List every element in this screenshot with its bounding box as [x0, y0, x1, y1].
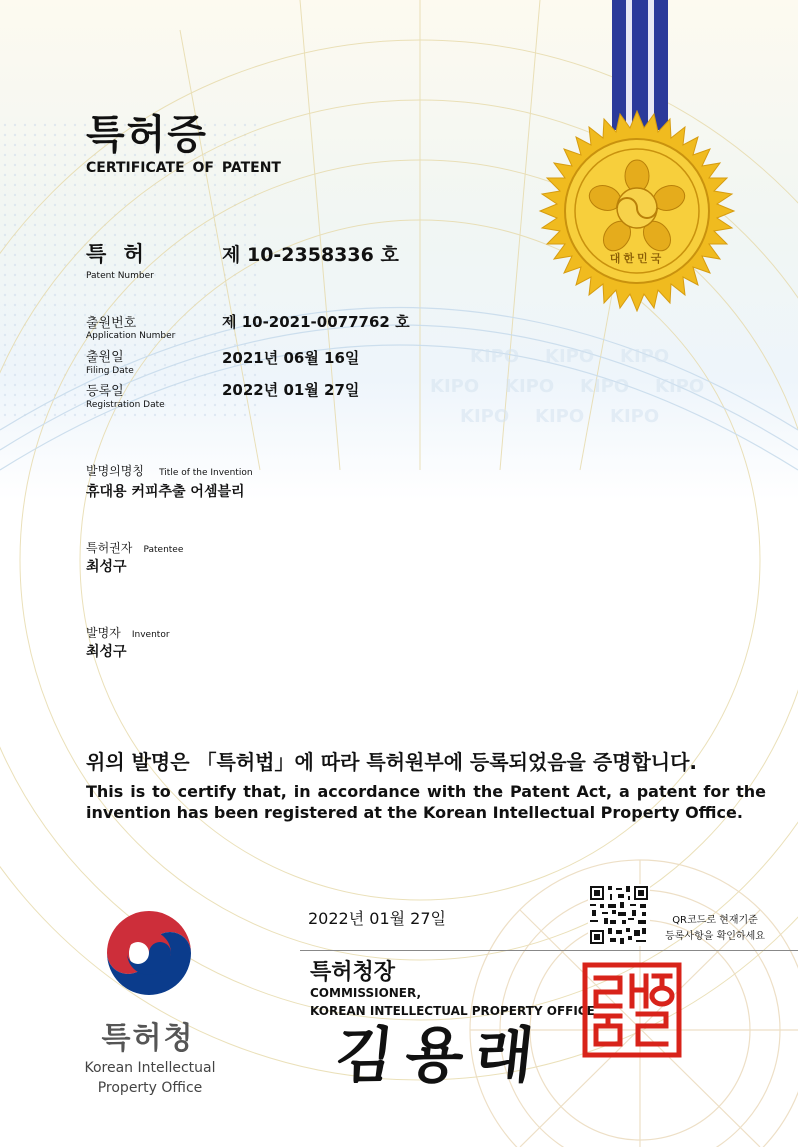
- registration-date-label-en: Registration Date: [86, 400, 165, 410]
- inventor-value: 최성구: [86, 644, 127, 660]
- watermark-4: KIPO: [430, 376, 480, 397]
- patent-number-label-ko: 특 허: [86, 242, 149, 266]
- kipo-taegeuk-logo: [101, 905, 197, 1001]
- qr-code[interactable]: [588, 884, 650, 946]
- invention-title-label-en: Title of the Invention: [159, 468, 253, 478]
- kipo-name-en-1: Korean Intellectual: [84, 1060, 216, 1076]
- patent-number-value: 제 10-2358336 호: [222, 244, 399, 266]
- kipo-name-en-2: Property Office: [97, 1080, 203, 1096]
- inventor-label-en: Inventor: [131, 630, 170, 640]
- watermark-6: KIPO: [580, 376, 630, 397]
- gold-medal-seal: [536, 110, 738, 312]
- kipo-name-ko: 특허청: [101, 1021, 195, 1056]
- patentee-label-en: Patentee: [143, 545, 184, 555]
- invention-title-label: [86, 460, 253, 479]
- invention-title-label-ko: 발명의명칭: [86, 464, 144, 478]
- filing-date-value: 2021년 06월 16일: [222, 349, 360, 367]
- filing-date-label-en: Filing Date: [86, 366, 134, 376]
- application-number-label-en: Application Number: [86, 331, 176, 341]
- filing-date-label-ko: 출원일: [86, 350, 124, 365]
- watermark-5: KIPO: [505, 376, 555, 397]
- watermark-9: KIPO: [535, 406, 585, 427]
- inventor-label: [86, 622, 170, 641]
- commissioner-signature: 김용래: [331, 1021, 550, 1091]
- watermark-7: KIPO: [655, 376, 705, 397]
- qr-note-line1: QR코드로 현재기준: [672, 915, 758, 926]
- issue-date: 2022년 01월 27일: [308, 909, 446, 928]
- invention-title-value: 휴대용 커피추출 어셈블리: [86, 484, 245, 500]
- watermark-1: KIPO: [470, 346, 520, 367]
- watermark-8: KIPO: [460, 406, 510, 427]
- certification-statement-ko: 위의 발명은 「특허법」에 따라 특허원부에 등록되었음을 증명합니다.: [86, 750, 698, 774]
- commissioner-title-en-2: KOREAN INTELLECTUAL PROPERTY OFFICE: [310, 1004, 595, 1018]
- official-red-seal: [582, 962, 682, 1058]
- certificate-title-ko: 특허증: [86, 112, 208, 158]
- application-number-label-ko: 출원번호: [86, 316, 137, 331]
- watermark-10: KIPO: [610, 406, 660, 427]
- inventor-label-ko: 발명자: [86, 626, 121, 640]
- commissioner-title-en-1: COMMISSIONER,: [310, 986, 422, 1000]
- application-number-value: 제 10-2021-0077762 호: [222, 313, 410, 331]
- patentee-value: 최성구: [86, 559, 127, 575]
- registration-date-value: 2022년 01월 27일: [222, 381, 360, 399]
- certificate-title-en: CERTIFICATE OF PATENT: [86, 160, 281, 176]
- patentee-label-ko: 특허권자: [86, 541, 133, 555]
- signature-divider: [300, 950, 798, 951]
- watermark-2: KIPO: [545, 346, 595, 367]
- qr-note-line2: 등록사항을 확인하세요: [665, 931, 765, 942]
- qr-note: [657, 913, 773, 945]
- patentee-label: [86, 537, 183, 556]
- registration-date-label-ko: 등록일: [86, 384, 124, 399]
- watermark-3: KIPO: [620, 346, 670, 367]
- patent-number-label-en: Patent Number: [86, 271, 154, 281]
- kipo-name-en: [78, 1058, 222, 1098]
- medal-text: 대한민국: [609, 252, 665, 265]
- commissioner-title-ko: 특허청장: [310, 960, 396, 985]
- certification-statement-en: This is to certify that, in accordance with the Patent Act, a patent for the invention has been registered at the Korean Intellectual Property Office.: [86, 782, 766, 822]
